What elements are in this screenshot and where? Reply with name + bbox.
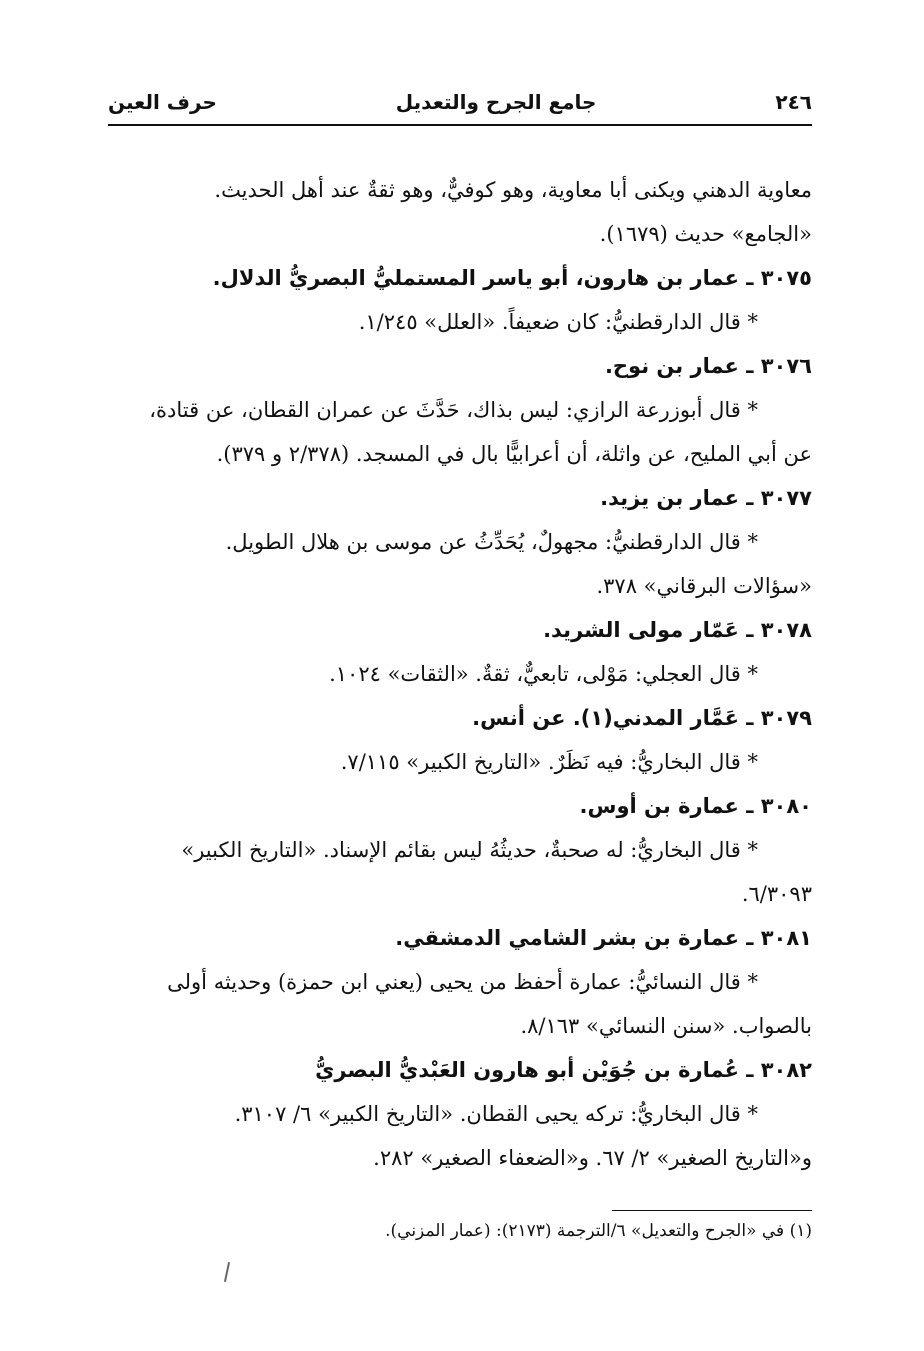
entry-heading: ٣٠٧٧ ـ عمار بن يزيد. (600, 486, 812, 510)
entry-body-cont: بالصواب. «سنن النسائي» ٨/١٦٣. (520, 1014, 812, 1038)
entry-3077 (108, 476, 812, 608)
intro-line: معاوية الدهني ويكنى أبا معاوية، وهو كوفيٌّ، وهو ثقةٌ عند أهل الحديث. (214, 178, 812, 202)
entry-body: * قال البخاريُّ: فيه نَظَرٌ. «التاريخ الكبير» ٧/١١٥. (340, 750, 758, 774)
entry-body: * قال الدارقطنيُّ: مجهولٌ، يُحَدِّثُ عن موسى بن هلال الطويل. (225, 530, 758, 554)
page-header (108, 84, 812, 120)
entry-body-cont: و«التاريخ الصغير» ٢/ ٦٧. و«الضعفاء الصغير» ٢٨٢. (373, 1146, 812, 1170)
book-title: جامع الجرح والتعديل (395, 90, 597, 114)
entry-body: * قال العجلي: مَوْلى، تابعيٌّ، ثقةٌ. «الثقات» ١٠٢٤. (329, 662, 758, 686)
header-divider (108, 124, 812, 126)
entry-heading: ٣٠٧٦ ـ عمار بن نوح. (604, 354, 812, 378)
entry-heading: ٣٠٧٥ ـ عمار بن هارون، أبو ياسر المستمليُّ البصريُّ الدلال. (212, 266, 812, 290)
entry-body: * قال الدارقطنيُّ: كان ضعيفاً. «العلل» ١/٢٤٥. (358, 310, 758, 334)
section-title: حرف العين (108, 90, 217, 114)
page-number: ٢٤٦ (775, 90, 812, 114)
entry-heading: ٣٠٨٢ ـ عُمارة بن جُوَيْن أبو هارون العَبْديُّ البصريُّ (315, 1058, 812, 1082)
entry-3082 (108, 1048, 812, 1180)
entry-body: * قال البخاريُّ: له صحبةٌ، حديثُهُ ليس بقائم الإسناد. «التاريخ الكبير» (181, 838, 758, 862)
entry-heading: ٣٠٧٩ ـ عَمَّار المدني(١). عن أنس. (472, 706, 812, 730)
entry-body-cont: عن أبي المليح، عن واثلة، أن أعرابيًّا بال في المسجد. (٢/٣٧٨ و ٣٧٩). (216, 442, 812, 466)
intro-citation: «الجامع» حديث (١٦٧٩). (599, 222, 812, 246)
entry-heading: ٣٠٨١ ـ عمارة بن بشر الشامي الدمشقي. (395, 926, 812, 950)
entry-body-cont: ٦/٣٠٩٣. (741, 882, 812, 906)
entry-body: * قال النسائيُّ: عمارة أحفظ من يحيى (يعني ابن حمزة) وحديثه أولى (167, 970, 758, 994)
entry-heading: ٣٠٧٨ ـ عَمّار مولى الشريد. (543, 618, 812, 642)
entry-body-cont: «سؤالات البرقاني» ٣٧٨. (596, 574, 812, 598)
page-body (108, 168, 812, 1180)
entry-3076 (108, 344, 812, 476)
entry-3075 (108, 256, 812, 344)
entry-body: * قال البخاريُّ: تركه يحيى القطان. «التاريخ الكبير» ٦/ ٣١٠٧. (234, 1102, 758, 1126)
entry-3078 (108, 608, 812, 696)
footnote: (١) في «الجرح والتعديل» ٦/الترجمة (٢١٧٣): (عمار المزني). (385, 1221, 812, 1241)
entry-heading: ٣٠٨٠ ـ عمارة بن أوس. (579, 794, 812, 818)
entry-body: * قال أبوزرعة الرازي: ليس بذاك، حَدَّثَ عن عمران القطان، عن قتادة، (149, 398, 758, 422)
scan-mark (224, 1262, 230, 1282)
entry-3081 (108, 916, 812, 1048)
entry-3079 (108, 696, 812, 784)
entry-3080 (108, 784, 812, 916)
footnote-divider (612, 1210, 812, 1211)
